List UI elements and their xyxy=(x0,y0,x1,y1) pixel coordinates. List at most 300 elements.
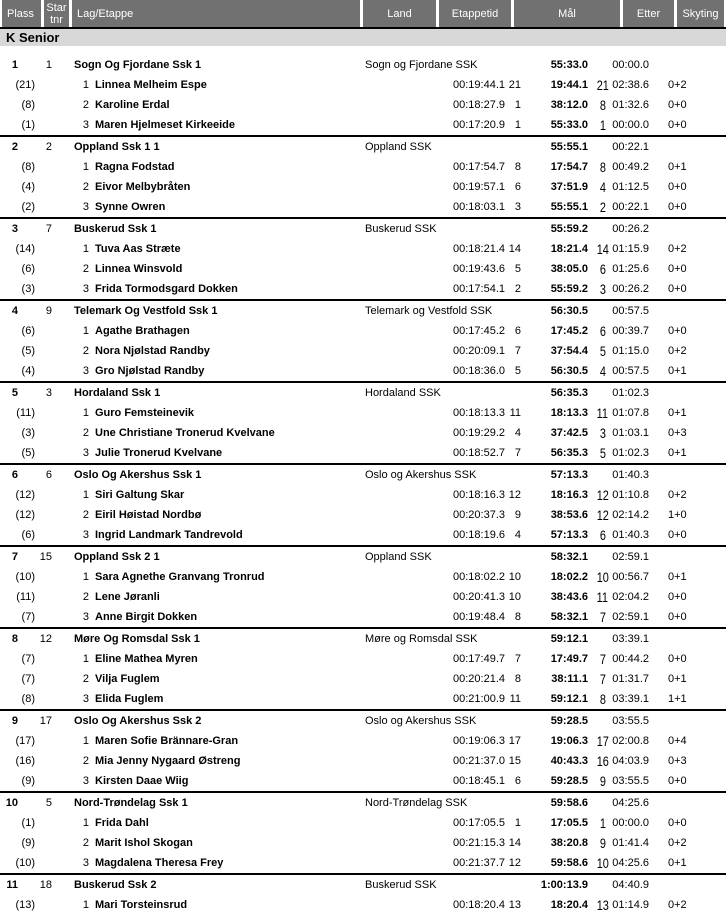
team-total-time: 57:13.3 xyxy=(550,469,588,481)
athlete-name: Gro Njølstad Randby xyxy=(95,365,205,377)
team-etter: 00:57.5 xyxy=(612,305,649,317)
leg-maal-rank-value: 6 xyxy=(599,527,606,543)
leg-lag-cell xyxy=(74,485,374,505)
leg-lag-cell xyxy=(74,731,374,751)
leg-number: 1 xyxy=(82,571,89,583)
athlete-name: Synne Owren xyxy=(95,201,166,213)
team-startnr: 2 xyxy=(45,141,52,153)
leg-skyting: 0+0 xyxy=(668,591,687,603)
leg-maal-rank-value: 21 xyxy=(596,77,609,93)
leg-lag-cell xyxy=(74,403,374,423)
leg-plass: (6) xyxy=(21,325,35,337)
leg-etter: 03:39.1 xyxy=(612,693,649,705)
leg-number: 2 xyxy=(82,755,89,767)
team-etter: 01:40.3 xyxy=(612,469,649,481)
team-row xyxy=(0,137,726,157)
leg-maal-rank-value: 8 xyxy=(599,97,606,113)
team-startnr: 17 xyxy=(39,715,52,727)
athlete-name: Siri Galtung Skar xyxy=(95,489,185,501)
leg-etappetid: 00:18:45.1 xyxy=(453,775,505,787)
leg-skyting: 0+0 xyxy=(668,119,687,131)
leg-maal-time: 37:51.9 xyxy=(550,181,588,193)
team-land: Buskerud SSK xyxy=(365,223,437,235)
team-name: Oppland Ssk 1 1 xyxy=(74,141,160,153)
leg-etappetid-rank: 8 xyxy=(514,611,521,623)
leg-number: 2 xyxy=(82,345,89,357)
leg-etappetid: 00:19:57.1 xyxy=(453,181,505,193)
leg-skyting: 0+0 xyxy=(668,653,687,665)
leg-etappetid: 00:21:15.3 xyxy=(453,837,505,849)
athlete-name: Ingrid Landmark Tandrevold xyxy=(95,529,243,541)
leg-etter: 01:10.8 xyxy=(612,489,649,501)
team-land: Nord-Trøndelag SSK xyxy=(365,797,468,809)
spacer xyxy=(0,46,726,55)
leg-etappetid-rank: 2 xyxy=(514,283,521,295)
leg-lag-cell xyxy=(74,505,374,525)
leg-skyting: 0+2 xyxy=(668,79,687,91)
leg-lag-cell xyxy=(74,853,374,873)
athlete-name: Ragna Fodstad xyxy=(95,161,175,173)
leg-etter: 02:38.6 xyxy=(612,79,649,91)
leg-number: 1 xyxy=(82,161,89,173)
team-plass: 4 xyxy=(11,305,18,317)
column-header-etter: Etter xyxy=(623,0,674,27)
leg-maal-time: 56:30.5 xyxy=(550,365,588,377)
column-header-plass: Plass xyxy=(2,0,41,27)
leg-etappetid-rank: 5 xyxy=(514,263,521,275)
team-etter: 03:39.1 xyxy=(612,633,649,645)
athlete-name: Lene Jøranli xyxy=(95,591,160,603)
leg-maal-rank-value: 10 xyxy=(596,569,609,585)
leg-lag-cell xyxy=(74,895,374,915)
athlete-name: Elida Fuglem xyxy=(95,693,164,705)
leg-maal-rank-value: 14 xyxy=(596,241,609,257)
leg-row xyxy=(0,115,726,135)
leg-row xyxy=(0,669,726,689)
leg-etappetid: 00:21:00.9 xyxy=(453,693,505,705)
leg-number: 1 xyxy=(82,735,89,747)
leg-maal-rank-value: 5 xyxy=(599,445,606,461)
leg-etappetid-rank: 1 xyxy=(514,119,521,131)
leg-plass: (1) xyxy=(21,119,35,131)
team-name: Telemark Og Vestfold Ssk 1 xyxy=(74,305,218,317)
athlete-name: Guro Femsteinevik xyxy=(95,407,195,419)
leg-maal-time: 17:54.7 xyxy=(550,161,588,173)
leg-etappetid-rank: 5 xyxy=(514,365,521,377)
leg-number: 3 xyxy=(82,201,89,213)
leg-maal-rank-value: 7 xyxy=(599,609,606,625)
leg-etappetid-rank: 8 xyxy=(514,161,521,173)
leg-lag-cell xyxy=(74,157,374,177)
leg-etappetid: 00:21:37.7 xyxy=(453,857,505,869)
leg-skyting: 1+0 xyxy=(668,509,687,521)
leg-row xyxy=(0,259,726,279)
leg-row xyxy=(0,567,726,587)
team-land: Møre og Romsdal SSK xyxy=(365,633,478,645)
team-name: Sogn Og Fjordane Ssk 1 xyxy=(74,59,202,71)
leg-etappetid-rank: 3 xyxy=(514,201,521,213)
leg-lag-cell xyxy=(74,75,374,95)
leg-etter: 01:40.3 xyxy=(612,529,649,541)
team-total-time: 59:28.5 xyxy=(550,715,588,727)
athlete-name: Magdalena Theresa Frey xyxy=(95,857,224,869)
team-row xyxy=(0,547,726,567)
leg-lag-cell xyxy=(74,813,374,833)
leg-row xyxy=(0,607,726,627)
leg-row xyxy=(0,321,726,341)
leg-maal-rank-value: 12 xyxy=(596,487,609,503)
team-startnr: 5 xyxy=(45,797,52,809)
team-row xyxy=(0,465,726,485)
leg-maal-time: 38:12.0 xyxy=(550,99,588,111)
leg-etappetid-rank: 4 xyxy=(514,427,521,439)
leg-number: 3 xyxy=(82,775,89,787)
leg-etter: 04:03.9 xyxy=(612,755,649,767)
leg-etter: 01:32.6 xyxy=(612,99,649,111)
leg-maal-time: 37:54.4 xyxy=(550,345,588,357)
team-startnr: 9 xyxy=(45,305,52,317)
team-land: Sogn og Fjordane SSK xyxy=(365,59,478,71)
leg-skyting: 0+2 xyxy=(668,489,687,501)
team-total-time: 55:33.0 xyxy=(550,59,588,71)
team-etter: 03:55.5 xyxy=(612,715,649,727)
leg-etter: 00:57.5 xyxy=(612,365,649,377)
leg-etappetid-rank: 10 xyxy=(508,591,521,603)
team-name: Oppland Ssk 2 1 xyxy=(74,551,160,563)
column-header-skyting: Skyting xyxy=(677,0,724,27)
leg-maal-time: 40:43.3 xyxy=(550,755,588,767)
leg-skyting: 0+2 xyxy=(668,899,687,911)
leg-row xyxy=(0,813,726,833)
leg-row xyxy=(0,361,726,381)
leg-row xyxy=(0,423,726,443)
athlete-name: Frida Dahl xyxy=(95,817,149,829)
leg-lag-cell xyxy=(74,279,374,299)
leg-skyting: 0+0 xyxy=(668,263,687,275)
leg-lag-cell xyxy=(74,689,374,709)
leg-skyting: 0+2 xyxy=(668,243,687,255)
leg-number: 1 xyxy=(82,489,89,501)
team-name: Møre Og Romsdal Ssk 1 xyxy=(74,633,200,645)
leg-etappetid-rank: 17 xyxy=(508,735,521,747)
athlete-name: Nora Njølstad Randby xyxy=(95,345,210,357)
leg-plass: (10) xyxy=(15,571,35,583)
leg-plass: (12) xyxy=(15,509,35,521)
leg-maal-rank-value: 9 xyxy=(599,835,606,851)
leg-lag-cell xyxy=(74,607,374,627)
leg-etter: 01:14.9 xyxy=(612,899,649,911)
team-land: Oppland SSK xyxy=(365,551,432,563)
leg-maal-rank-value: 11 xyxy=(596,405,609,421)
leg-plass: (21) xyxy=(15,79,35,91)
leg-etappetid-rank: 14 xyxy=(508,243,521,255)
leg-etappetid: 00:19:43.6 xyxy=(453,263,505,275)
team-block xyxy=(0,629,726,711)
team-etter: 04:40.9 xyxy=(612,879,649,891)
leg-maal-time: 38:43.6 xyxy=(550,591,588,603)
leg-number: 3 xyxy=(82,365,89,377)
leg-row xyxy=(0,177,726,197)
leg-row xyxy=(0,341,726,361)
leg-row xyxy=(0,587,726,607)
leg-row xyxy=(0,403,726,423)
leg-etappetid-rank: 1 xyxy=(514,99,521,111)
leg-plass: (1) xyxy=(21,817,35,829)
leg-skyting: 0+3 xyxy=(668,427,687,439)
leg-plass: (4) xyxy=(21,365,35,377)
results-body xyxy=(0,55,726,915)
team-etter: 00:26.2 xyxy=(612,223,649,235)
leg-skyting: 0+1 xyxy=(668,571,687,583)
team-plass: 11 xyxy=(6,879,18,891)
team-plass: 6 xyxy=(11,469,18,481)
leg-etappetid-rank: 8 xyxy=(514,673,521,685)
leg-etter: 00:00.0 xyxy=(612,817,649,829)
team-row xyxy=(0,875,726,895)
leg-etter: 01:25.6 xyxy=(612,263,649,275)
leg-maal-time: 38:11.1 xyxy=(551,673,588,685)
leg-number: 2 xyxy=(82,427,89,439)
leg-lag-cell xyxy=(74,239,374,259)
class-section-header: K Senior xyxy=(0,29,726,46)
athlete-name: Mia Jenny Nygaard Østreng xyxy=(95,755,241,767)
leg-lag-cell xyxy=(74,341,374,361)
athlete-name: Mari Torsteinsrud xyxy=(95,899,188,911)
athlete-name: Eline Mathea Myren xyxy=(95,653,198,665)
leg-maal-time: 17:49.7 xyxy=(550,653,588,665)
leg-skyting: 1+1 xyxy=(668,693,687,705)
leg-row xyxy=(0,689,726,709)
leg-etappetid-rank: 12 xyxy=(508,489,521,501)
leg-maal-rank-value: 4 xyxy=(599,363,606,379)
team-block xyxy=(0,793,726,875)
leg-maal-time: 38:53.6 xyxy=(550,509,588,521)
leg-plass: (7) xyxy=(21,653,35,665)
team-etter: 04:25.6 xyxy=(612,797,649,809)
leg-row xyxy=(0,771,726,791)
leg-maal-time: 57:13.3 xyxy=(550,529,588,541)
leg-skyting: 0+0 xyxy=(668,201,687,213)
team-row xyxy=(0,793,726,813)
leg-plass: (8) xyxy=(21,693,35,705)
team-plass: 9 xyxy=(11,715,18,727)
leg-plass: (17) xyxy=(15,735,35,747)
leg-maal-time: 59:28.5 xyxy=(550,775,588,787)
leg-etter: 02:00.8 xyxy=(612,735,649,747)
leg-lag-cell xyxy=(74,751,374,771)
leg-etappetid-rank: 6 xyxy=(514,181,521,193)
leg-plass: (7) xyxy=(21,611,35,623)
athlete-name: Vilja Fuglem xyxy=(95,673,160,685)
leg-lag-cell xyxy=(74,443,374,463)
leg-maal-rank-value: 2 xyxy=(599,199,606,215)
leg-lag-cell xyxy=(74,259,374,279)
team-row xyxy=(0,55,726,75)
leg-etter: 00:00.0 xyxy=(612,119,649,131)
team-land: Oppland SSK xyxy=(365,141,432,153)
leg-number: 3 xyxy=(82,529,89,541)
leg-etappetid: 00:18:13.3 xyxy=(453,407,505,419)
leg-etappetid: 00:18:02.2 xyxy=(453,571,505,583)
leg-etappetid-rank: 11 xyxy=(509,693,521,705)
leg-etappetid-rank: 10 xyxy=(508,571,521,583)
leg-etappetid-rank: 4 xyxy=(514,529,521,541)
leg-maal-time: 18:16.3 xyxy=(550,489,588,501)
leg-skyting: 0+0 xyxy=(668,529,687,541)
team-startnr: 15 xyxy=(39,551,52,563)
team-plass: 2 xyxy=(11,141,18,153)
leg-skyting: 0+0 xyxy=(668,325,687,337)
leg-lag-cell xyxy=(74,833,374,853)
leg-maal-time: 55:55.1 xyxy=(550,201,588,213)
leg-maal-time: 18:13.3 xyxy=(550,407,588,419)
leg-maal-rank-value: 11 xyxy=(596,589,609,605)
leg-etappetid: 00:18:03.1 xyxy=(453,201,505,213)
leg-etappetid: 00:19:48.4 xyxy=(453,611,505,623)
team-total-time: 56:30.5 xyxy=(550,305,588,317)
leg-etappetid-rank: 14 xyxy=(508,837,521,849)
leg-etappetid: 00:18:36.0 xyxy=(453,365,505,377)
leg-row xyxy=(0,95,726,115)
team-total-time: 55:59.2 xyxy=(550,223,588,235)
leg-skyting: 0+0 xyxy=(668,611,687,623)
leg-etappetid: 00:19:44.1 xyxy=(453,79,505,91)
leg-lag-cell xyxy=(74,567,374,587)
team-name: Nord-Trøndelag Ssk 1 xyxy=(74,797,188,809)
leg-plass: (5) xyxy=(21,447,35,459)
team-startnr: 6 xyxy=(45,469,52,481)
leg-plass: (9) xyxy=(21,837,35,849)
column-header-lag-etappe: Lag/Etappe xyxy=(72,0,360,27)
leg-plass: (9) xyxy=(21,775,35,787)
leg-number: 2 xyxy=(82,181,89,193)
leg-lag-cell xyxy=(74,321,374,341)
team-total-time: 59:12.1 xyxy=(550,633,588,645)
leg-number: 2 xyxy=(82,837,89,849)
leg-maal-time: 59:12.1 xyxy=(550,693,588,705)
leg-etappetid: 00:17:54.7 xyxy=(453,161,505,173)
leg-maal-rank-value: 8 xyxy=(599,159,606,175)
leg-etappetid: 00:17:54.1 xyxy=(453,283,505,295)
team-total-time: 59:58.6 xyxy=(550,797,588,809)
athlete-name: Une Christiane Tronerud Kvelvane xyxy=(95,427,275,439)
team-block xyxy=(0,383,726,465)
leg-etter: 01:03.1 xyxy=(612,427,649,439)
leg-skyting: 0+0 xyxy=(668,99,687,111)
team-land: Oslo og Akershus SSK xyxy=(365,469,477,481)
leg-maal-rank-value: 6 xyxy=(599,323,606,339)
team-block xyxy=(0,711,726,793)
leg-maal-rank-value: 7 xyxy=(599,671,606,687)
team-row xyxy=(0,629,726,649)
leg-lag-cell xyxy=(74,95,374,115)
leg-maal-time: 37:42.5 xyxy=(550,427,588,439)
leg-number: 3 xyxy=(82,283,89,295)
leg-number: 3 xyxy=(82,611,89,623)
leg-etappetid: 00:20:37.3 xyxy=(453,509,505,521)
leg-number: 3 xyxy=(82,857,89,869)
leg-etter: 04:25.6 xyxy=(612,857,649,869)
leg-etappetid: 00:18:27.9 xyxy=(453,99,505,111)
leg-plass: (8) xyxy=(21,161,35,173)
leg-lag-cell xyxy=(74,771,374,791)
leg-etter: 02:04.2 xyxy=(612,591,649,603)
leg-number: 1 xyxy=(82,817,89,829)
leg-etappetid-rank: 12 xyxy=(508,857,521,869)
team-name: Hordaland Ssk 1 xyxy=(74,387,161,399)
leg-etter: 02:14.2 xyxy=(612,509,649,521)
athlete-name: Eivor Melbybråten xyxy=(95,181,191,193)
leg-row xyxy=(0,485,726,505)
leg-plass: (6) xyxy=(21,263,35,275)
leg-row xyxy=(0,895,726,915)
team-block xyxy=(0,219,726,301)
leg-number: 2 xyxy=(82,673,89,685)
team-plass: 7 xyxy=(11,551,18,563)
leg-maal-time: 56:35.3 xyxy=(550,447,588,459)
column-header-startnr-line1: Star xyxy=(46,1,67,14)
leg-etter: 01:15.0 xyxy=(612,345,649,357)
leg-row xyxy=(0,279,726,299)
leg-row xyxy=(0,751,726,771)
leg-etappetid: 00:17:20.9 xyxy=(453,119,505,131)
athlete-name: Eiril Høistad Nordbø xyxy=(95,509,202,521)
leg-etappetid: 00:18:21.4 xyxy=(453,243,505,255)
leg-etter: 01:02.3 xyxy=(612,447,649,459)
team-startnr: 12 xyxy=(39,633,52,645)
leg-row xyxy=(0,853,726,873)
team-plass: 1 xyxy=(11,59,18,71)
leg-skyting: 0+0 xyxy=(668,283,687,295)
athlete-name: Linnea Melheim Espe xyxy=(95,79,207,91)
leg-plass: (3) xyxy=(21,283,35,295)
leg-number: 1 xyxy=(82,407,89,419)
athlete-name: Karoline Erdal xyxy=(95,99,170,111)
column-header-maal: Mål xyxy=(514,0,620,27)
leg-etappetid-rank: 21 xyxy=(508,79,521,91)
leg-number: 2 xyxy=(82,99,89,111)
leg-etappetid-rank: 7 xyxy=(514,447,521,459)
team-row xyxy=(0,301,726,321)
leg-number: 3 xyxy=(82,119,89,131)
athlete-name: Maren Sofie Brännare-Gran xyxy=(95,735,239,747)
athlete-name: Kirsten Daae Wiig xyxy=(95,775,189,787)
leg-row xyxy=(0,239,726,259)
leg-etappetid: 00:18:52.7 xyxy=(453,447,505,459)
leg-etappetid-rank: 6 xyxy=(514,325,521,337)
leg-plass: (11) xyxy=(16,407,35,419)
athlete-name: Marit Ishol Skogan xyxy=(95,837,193,849)
leg-row xyxy=(0,833,726,853)
leg-skyting: 0+0 xyxy=(668,181,687,193)
leg-row xyxy=(0,443,726,463)
leg-maal-rank-value: 5 xyxy=(599,343,606,359)
leg-maal-time: 18:02.2 xyxy=(550,571,588,583)
column-header-etappetid: Etappetid xyxy=(439,0,511,27)
leg-plass: (3) xyxy=(21,427,35,439)
leg-lag-cell xyxy=(74,649,374,669)
team-block xyxy=(0,137,726,219)
leg-skyting: 0+2 xyxy=(668,837,687,849)
leg-etter: 00:49.2 xyxy=(612,161,649,173)
leg-number: 1 xyxy=(82,243,89,255)
team-row xyxy=(0,711,726,731)
leg-maal-rank-value: 3 xyxy=(599,281,606,297)
leg-row xyxy=(0,649,726,669)
leg-etappetid: 00:20:21.4 xyxy=(453,673,505,685)
leg-maal-rank-value: 12 xyxy=(596,507,609,523)
leg-maal-rank-value: 16 xyxy=(596,753,609,769)
